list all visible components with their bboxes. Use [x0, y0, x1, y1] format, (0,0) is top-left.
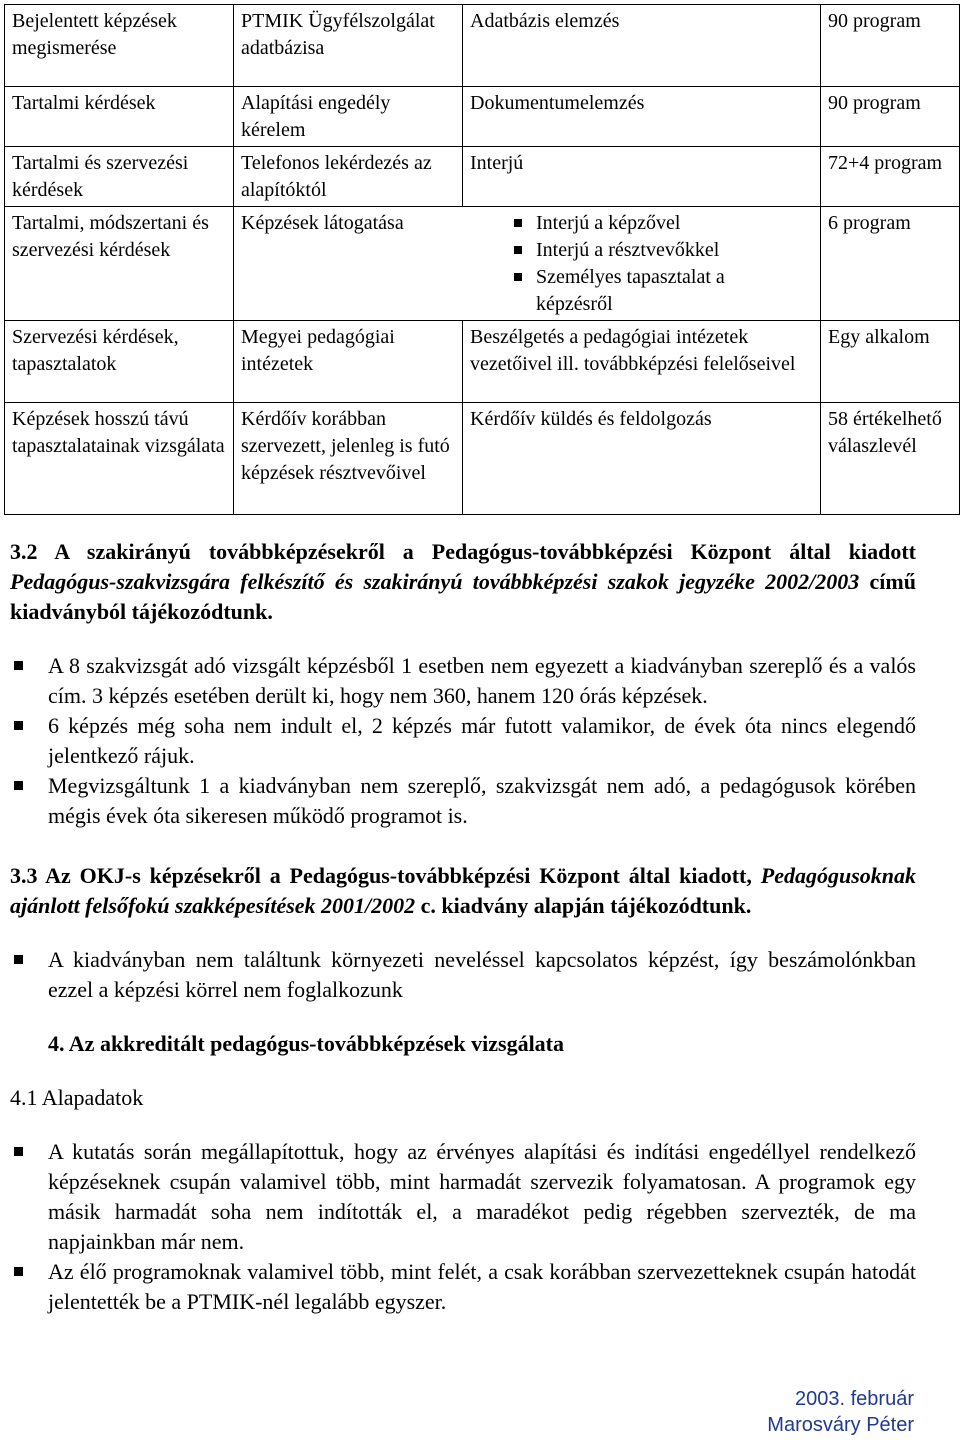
heading-text: 3.3 Az OKJ-s képzésekről a Pedagógus-továbbképzési Központ által kiadott,: [10, 863, 761, 888]
table-row: [5, 5, 960, 87]
table-cell: Szervezési kérdések, tapasztalatok: [5, 321, 234, 403]
table-row: [5, 87, 960, 147]
heading-text: c. kiadvány alapján tájékozódtunk.: [415, 893, 752, 918]
table-cell: Interjú: [463, 147, 821, 207]
table-cell: Megyei pedagógiai intézetek: [234, 321, 463, 403]
table-cell: Alapítási engedély kérelem: [234, 87, 463, 147]
heading-text: 3.2 A szakirányú továbbképzésekről a Pedagógus-továbbképzési Központ által kiadott: [10, 539, 916, 564]
body-text: [10, 537, 916, 1317]
table-cell: Adatbázis elemzés: [463, 5, 821, 87]
list-item: Az élő programoknak valamivel több, mint felét, a csak korábban szervezetteknek csupán hatodát jelentették be a PTMIK-nél legalább egyszer.: [48, 1257, 916, 1317]
list-item: Interjú a résztvevőkkel: [536, 237, 796, 264]
list-item: Személyes tapasztalat a képzésről: [536, 264, 796, 318]
bullet-list-3-2: [10, 651, 916, 831]
table-row: [5, 147, 960, 207]
footer-date: 2003. február: [795, 1388, 914, 1410]
table-cell: Tartalmi, módszertani és szervezési kérdések: [5, 207, 234, 321]
table-cell: Tartalmi kérdések: [5, 87, 234, 147]
section-heading-4-1: 4.1 Alapadatok: [10, 1085, 144, 1110]
table-cell: PTMIK Ügyfélszolgálat adatbázisa: [234, 5, 463, 87]
interview-list: [461, 210, 796, 318]
list-item: Megvizsgáltunk 1 a kiadványban nem szereplő, szakvizsgát nem adó, a pedagógusok körében mégis évek óta sikeresen működő programot is.: [48, 771, 916, 831]
methods-table: [4, 4, 960, 515]
heading-text: című kiadványból tájékozódtunk.: [10, 569, 916, 624]
table-cell: Kérdőív korábban szervezett, jelenleg is futó képzések résztvevőivel: [234, 403, 463, 515]
visit-label: Képzések látogatása: [241, 212, 404, 234]
page-footer: [767, 1386, 914, 1438]
publication-title: Pedagógusoknak ajánlott felsőfokú szakképesítések 2001/2002: [10, 863, 916, 918]
table-row: [5, 321, 960, 403]
publication-title: Pedagógus-szakvizsgára felkészítő és szakirányú továbbképzési szakok jegyzéke 2002/2003: [10, 569, 860, 594]
table-cell: 6 program: [821, 207, 960, 321]
footer-author: Marosváry Péter: [767, 1414, 914, 1436]
list-item: 6 képzés még soha nem indult el, 2 képzés már futott valamikor, de évek óta nincs elegendő jelentkező rájuk.: [48, 711, 916, 771]
table-cell: Bejelentett képzések megismerése: [5, 5, 234, 87]
table-cell-merged: [234, 207, 821, 321]
table-row: [5, 403, 960, 515]
table-cell: Telefonos lekérdezés az alapítóktól: [234, 147, 463, 207]
section-heading-4: 4. Az akkreditált pedagógus-továbbképzések vizsgálata: [48, 1031, 565, 1056]
table-cell: 90 program: [821, 87, 960, 147]
table-cell: 72+4 program: [821, 147, 960, 207]
list-item: A kiadványban nem találtunk környezeti neveléssel kapcsolatos képzést, így beszámolónkban ezzel a képzési körrel nem foglalkozunk: [48, 945, 916, 1005]
table-cell: Egy alkalom: [821, 321, 960, 403]
table-cell: Dokumentumelemzés: [463, 87, 821, 147]
table-cell: 58 értékelhető válaszlevél: [821, 403, 960, 515]
section-heading-3-2: [10, 537, 916, 627]
table-cell: Tartalmi és szervezési kérdések: [5, 147, 234, 207]
bullet-list-3-3: [10, 945, 916, 1005]
list-item: A 8 szakvizsgát adó vizsgált képzésből 1 esetben nem egyezett a kiadványban szereplő és a valós cím. 3 képzés esetében derült ki, hogy nem 360, hanem 120 órás képzések.: [48, 651, 916, 711]
list-item: Interjú a képzővel: [536, 210, 796, 237]
bullet-list-4-1: [10, 1137, 916, 1317]
section-heading-3-3: [10, 861, 916, 921]
table-cell: Kérdőív küldés és feldolgozás: [463, 403, 821, 515]
table-cell: Képzések hosszú távú tapasztalatainak vizsgálata: [5, 403, 234, 515]
table-cell: 90 program: [821, 5, 960, 87]
table-cell: Beszélgetés a pedagógiai intézetek vezetőivel ill. továbbképzési felelőseivel: [463, 321, 821, 403]
table-row: [5, 207, 960, 321]
list-item: A kutatás során megállapítottuk, hogy az érvényes alapítási és indítási engedéllyel rendelkező képzéseknek csupán valamivel több, mint harmadát szervezik folyamatosan. A programok egy másik harmadát soha nem indították el, a maradékot pedig régebben szervezték, de ma napjainkban már nem.: [48, 1137, 916, 1257]
